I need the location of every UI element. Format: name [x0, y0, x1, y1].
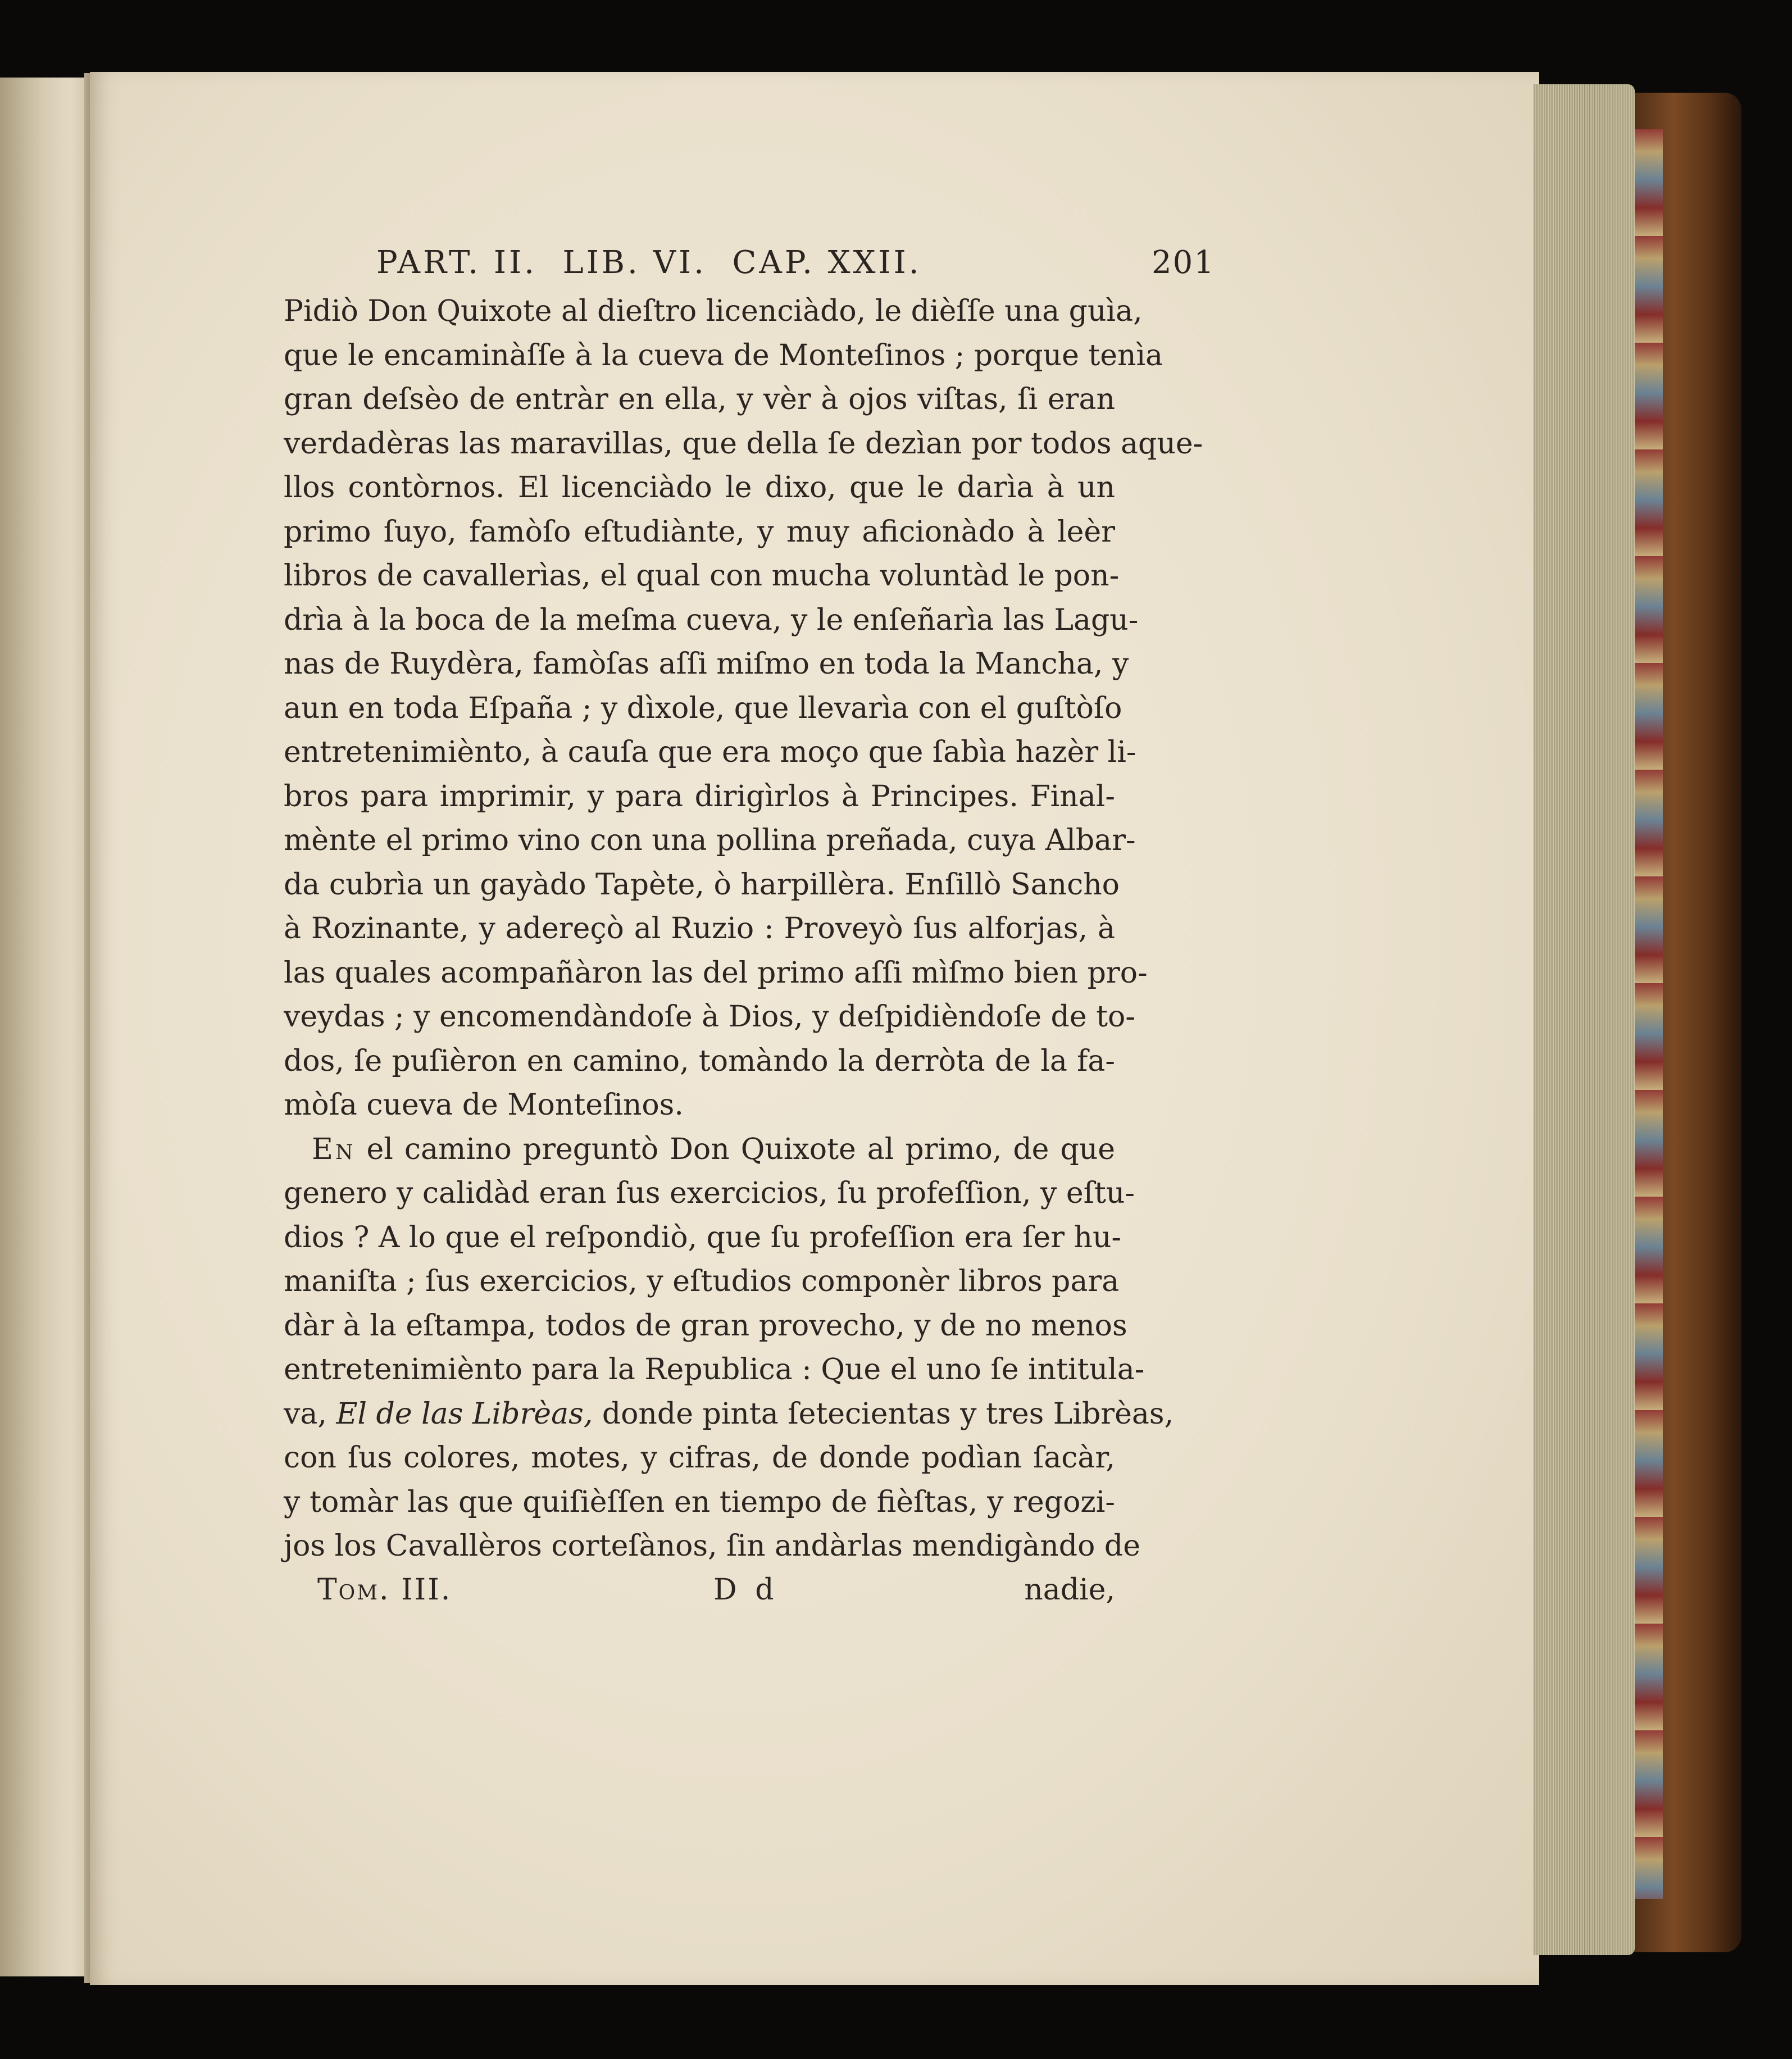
text-line: dios ? A lo que el reſpondiò, que ſu profeſſion era ſer hu-	[284, 1220, 1122, 1255]
text-line: drìa à la boca de la meſma cueva, y le enſeñarìa las Lagu-	[284, 603, 1139, 637]
text-line: maniſta ; ſus exercicios, y eſtudios componèr libros para	[284, 1265, 1120, 1298]
text-line: dos, ſe puſièron en camino, tomàndo la derròta de la fa-	[284, 1044, 1115, 1078]
text-line: que le encaminàſſe à la cueva de Monteſinos ; porque tenìa	[284, 338, 1163, 372]
text-line: aun en toda Eſpaña ; y dìxole, que llevarìa con el guſtòſo	[284, 691, 1122, 725]
initial-small-caps: En	[312, 1132, 356, 1166]
text-line: libros de cavallerìas, el qual con mucha voluntàd le pon-	[284, 559, 1120, 593]
first-line-text: el camino preguntò Don Quixote al primo, de que	[355, 1132, 1115, 1166]
line-start: va,	[284, 1397, 336, 1431]
text-line: jos los Cavallèros corteſànos, ſin andàrlas mendigàndo de	[284, 1529, 1140, 1563]
text-line: genero y calidàd eran ſus exercicios, ſu profeſſion, y eſtu-	[284, 1176, 1135, 1210]
page-header	[284, 244, 1215, 289]
page-number: 201	[1152, 244, 1215, 281]
signature-mark: D d	[713, 1572, 779, 1607]
text-line: bros para imprimir, y para dirigìrlos à Principes. Final-	[284, 779, 1115, 813]
text-line: con ſus colores, motes, y cifras, de donde podìan ſacàr,	[284, 1441, 1115, 1475]
text-line: primo ſuyo, famòſo eſtudiànte, y muy aficionàdo à leèr	[284, 515, 1115, 549]
volume-label: Tom. III.	[317, 1572, 452, 1607]
text-line: entretenimiènto, à cauſa que era moço que ſabìa hazèr li-	[284, 735, 1136, 769]
text-line: da cubrìa un gayàdo Tapète, ò harpillèra. Enſillò Sancho	[284, 867, 1120, 902]
text-line: veydas ; y encomendàndoſe à Dios, y deſpidièndoſe de to-	[284, 1000, 1135, 1034]
text-line: y tomàr las que quiſièſſen en tiempo de fièſtas, y regozi-	[284, 1485, 1115, 1519]
page-text	[284, 244, 1215, 1618]
text-line	[284, 1392, 1174, 1437]
text-line: entretenimiènto para la Republica : Que el uno ſe intitula-	[284, 1353, 1145, 1387]
text-line: las quales acompañàron las del primo aſſi mìſmo bien pro-	[284, 956, 1148, 990]
text-line: à Rozinante, y adereçò al Ruzio : Proveyò ſus alforjas, à	[284, 912, 1115, 946]
text-line: mòſa cueva de Monteſinos.	[284, 1088, 684, 1122]
text-line: Pidiò Don Quixote al dieſtro licenciàdo, le dièſſe una guìa,	[284, 294, 1143, 328]
line-end: donde pinta ſetecientas y tres Librèas,	[593, 1397, 1174, 1431]
catchword: nadie,	[1024, 1572, 1115, 1607]
marbled-edge	[1632, 129, 1663, 1899]
text-line: llos contòrnos. El licenciàdo le dixo, que le darìa à un	[284, 471, 1115, 504]
page-footer	[284, 1573, 1115, 1618]
text-line: gran deſsèo de entràr en ella, y vèr à ojos viſtas, ſi eran	[284, 383, 1115, 416]
page-block-edges	[1534, 84, 1635, 1955]
paragraph-2	[284, 1128, 1174, 1569]
text-line: nas de Ruydèra, famòſas aſſi miſmo en toda la Mancha, y	[284, 647, 1129, 681]
paragraph-1	[284, 289, 1203, 1128]
text-line: dàr à la eſtampa, todos de gran provecho, y de no menos	[284, 1308, 1127, 1343]
facing-page-edge	[0, 78, 94, 1976]
italic-book-title: El de las Librèas,	[336, 1397, 593, 1431]
text-line	[284, 1128, 1115, 1172]
text-line: mènte el primo vino con una pollina preñada, cuya Albar-	[284, 824, 1136, 857]
running-head: PART. II. LIB. VI. CAP. XXII.	[376, 244, 922, 281]
text-line: verdadèras las maravillas, que della ſe dezìan por todos aque-	[284, 426, 1203, 461]
